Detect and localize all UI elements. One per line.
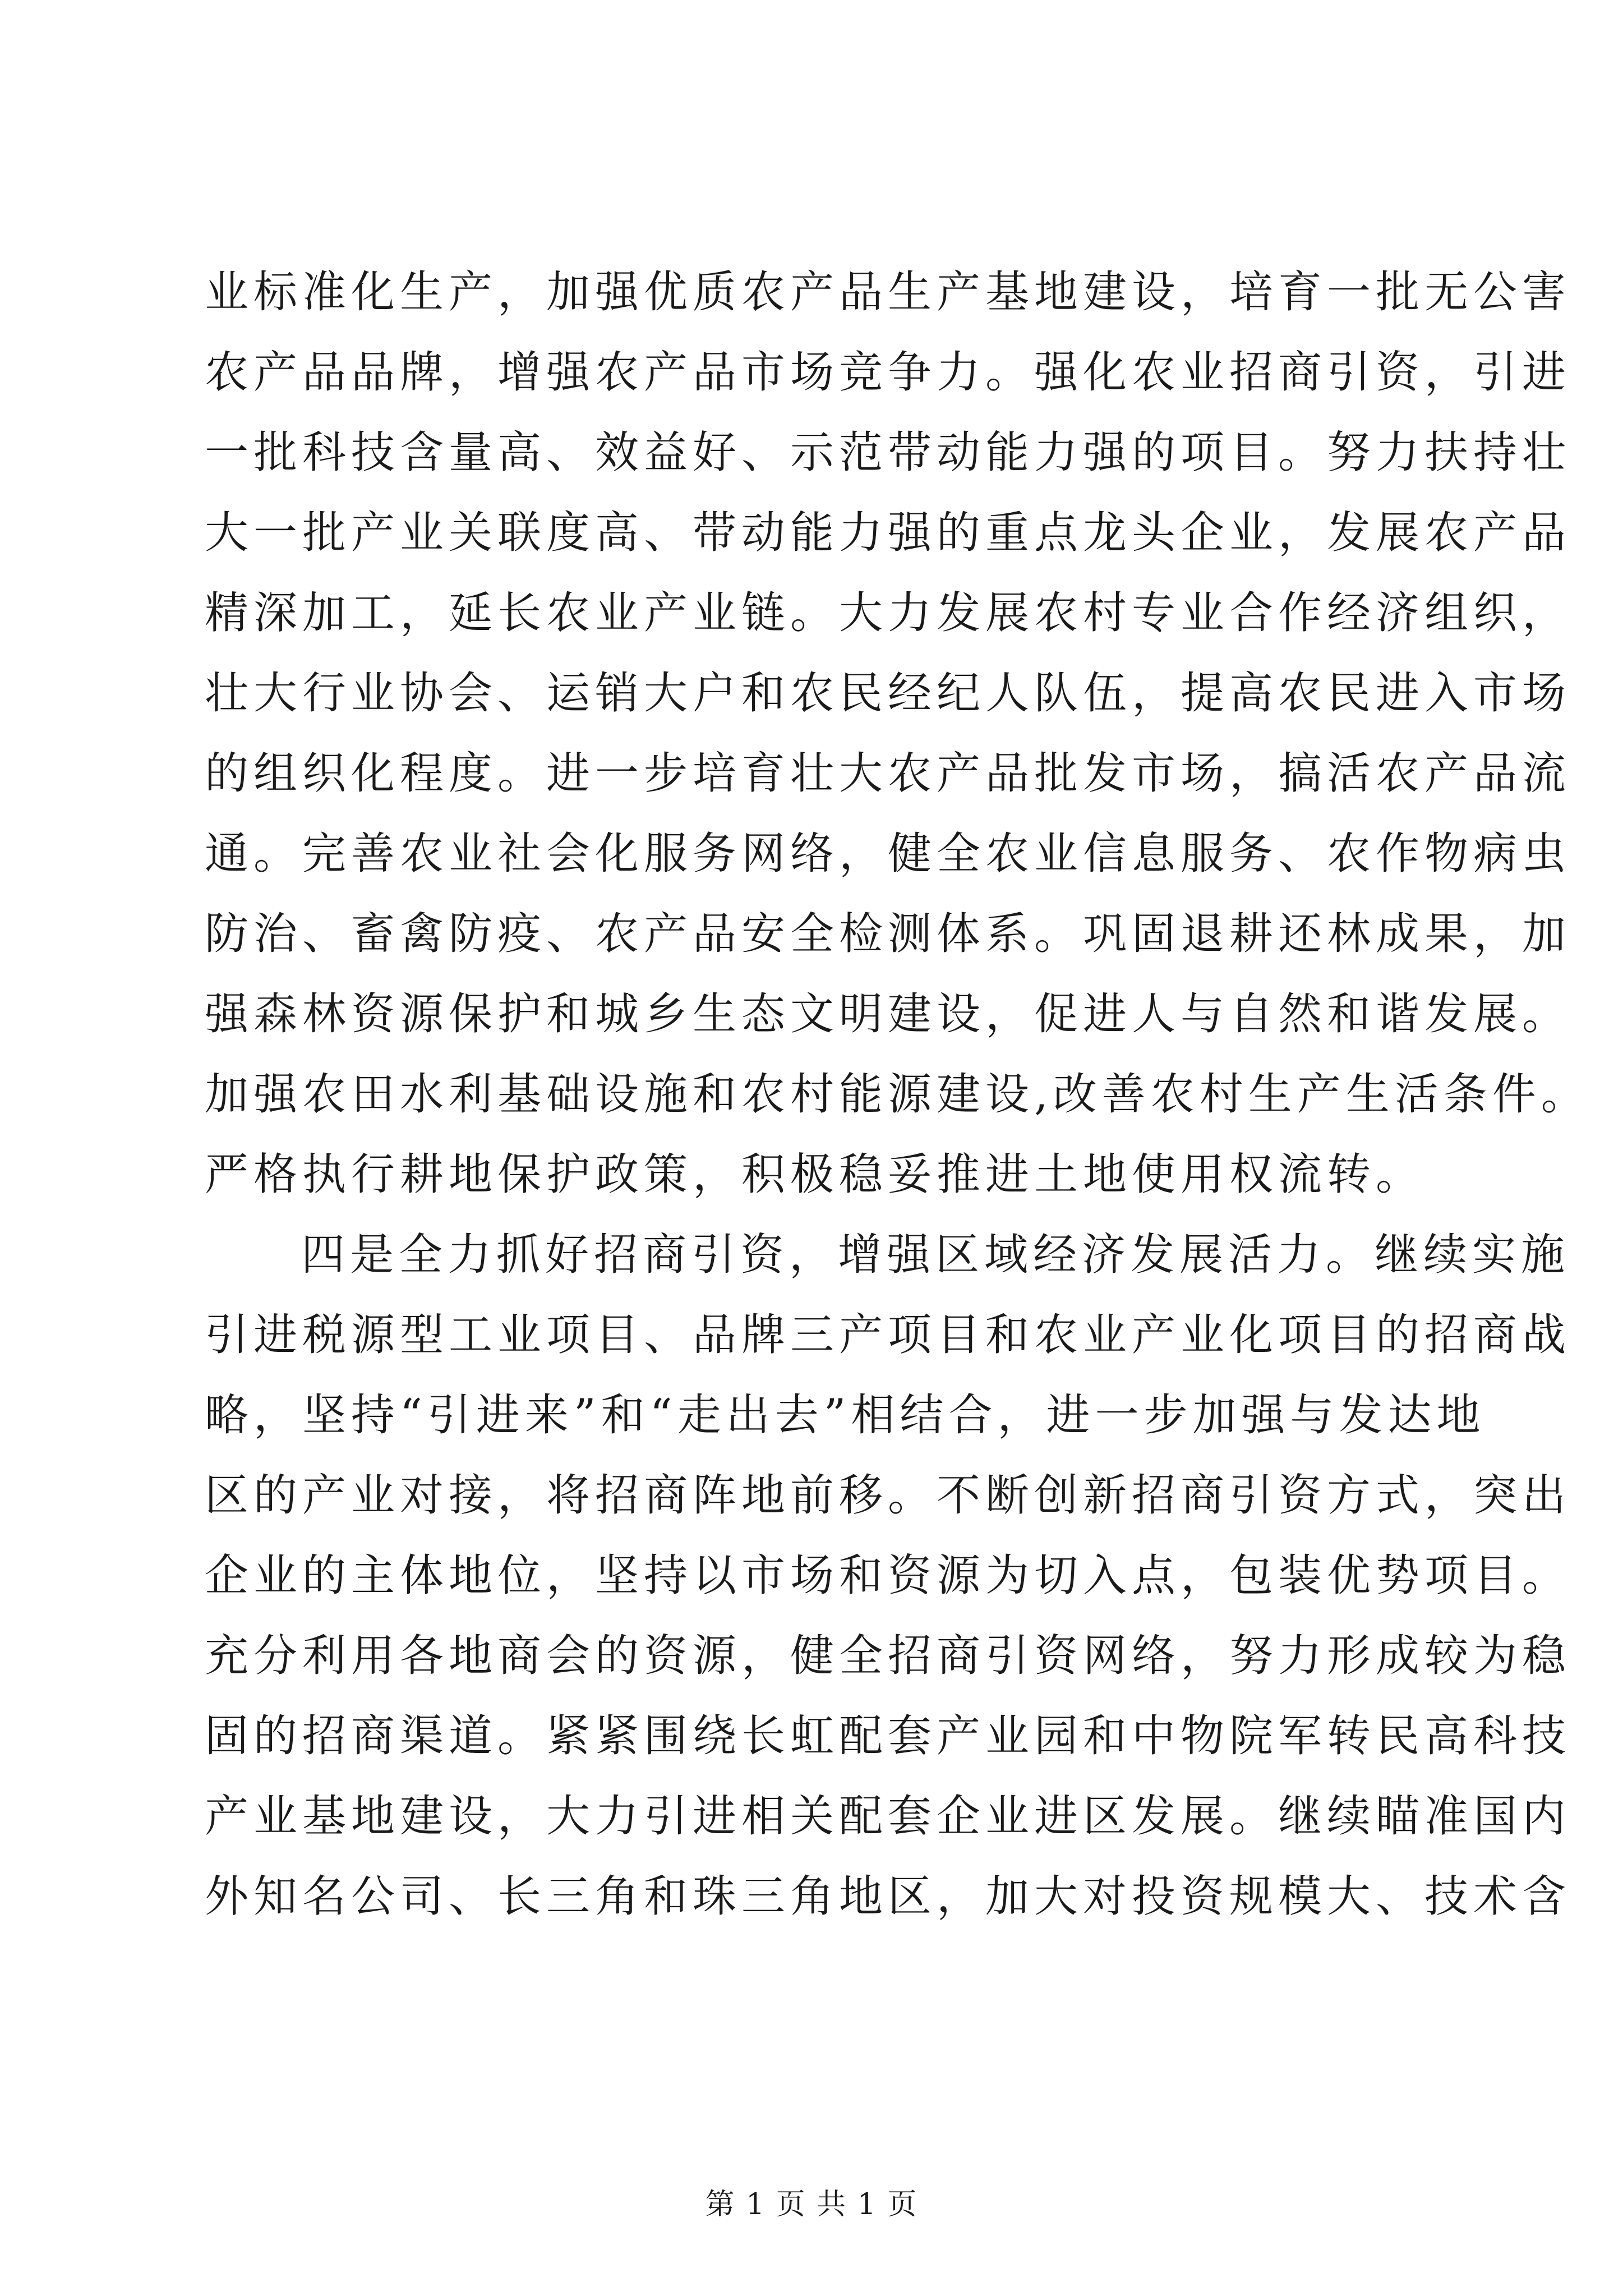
body-text bbox=[205, 252, 1590, 1937]
text-line: 大一批产业关联度高、带动能力强的重点龙头企业，发展农产品 bbox=[205, 508, 1571, 558]
text-line: 的组织化程度。进一步培育壮大农产品批发市场，搞活农产品流 bbox=[205, 748, 1571, 799]
text-line: 严格执行耕地保护政策，积极稳妥推进土地使用权流转。 bbox=[205, 1149, 1425, 1200]
text-line: 业标准化生产，加强优质农产品生产基地建设，培育一批无公害 bbox=[205, 267, 1571, 318]
text-line: 略，坚持“引进来”和“走出去”相结合，进一步加强与发达地 bbox=[205, 1390, 1486, 1441]
paragraph-start-line: 四是全力抓好招商引资，增强区域经济发展活力。继续实施 bbox=[301, 1230, 1570, 1280]
text-line: 一批科技含量高、效益好、示范带动能力强的项目。努力扶持壮 bbox=[205, 427, 1571, 478]
text-line: 引进税源型工业项目、品牌三产项目和农业产业化项目的招商战 bbox=[205, 1310, 1571, 1360]
text-line: 加强农田水利基础设施和农村能源建设,改善农村生产生活条件。 bbox=[205, 1069, 1590, 1120]
text-line: 通。完善农业社会化服务网络，健全农业信息服务、农作物病虫 bbox=[205, 829, 1571, 879]
text-line: 区的产业对接，将招商阵地前移。不断创新招商引资方式，突出 bbox=[205, 1470, 1571, 1521]
text-line: 固的招商渠道。紧紧围绕长虹配套产业园和中物院军转民高科技 bbox=[205, 1711, 1571, 1761]
text-line: 产业基地建设，大力引进相关配套企业进区发展。继续瞄准国内 bbox=[205, 1791, 1571, 1842]
page-footer bbox=[0, 2185, 1623, 2224]
text-line: 外知名公司、长三角和珠三角地区，加大对投资规模大、技术含 bbox=[205, 1871, 1571, 1922]
text-line: 企业的主体地位，坚持以市场和资源为切入点，包装优势项目。 bbox=[205, 1550, 1571, 1601]
page-number-label: 第 1 页 共 1 页 bbox=[705, 2188, 918, 2221]
text-line: 强森林资源保护和城乡生态文明建设，促进人与自然和谐发展。 bbox=[205, 989, 1571, 1039]
text-line: 精深加工，延长农业产业链。大力发展农村专业合作经济组织， bbox=[205, 588, 1571, 638]
text-line: 防治、畜禽防疫、农产品安全检测体系。巩固退耕还林成果，加 bbox=[205, 909, 1571, 959]
text-line: 农产品品牌，增强农产品市场竞争力。强化农业招商引资，引进 bbox=[205, 347, 1571, 398]
text-line: 壮大行业协会、运销大户和农民经纪人队伍，提高农民进入市场 bbox=[205, 668, 1571, 719]
text-line: 充分利用各地商会的资源，健全招商引资网络，努力形成较为稳 bbox=[205, 1631, 1571, 1681]
